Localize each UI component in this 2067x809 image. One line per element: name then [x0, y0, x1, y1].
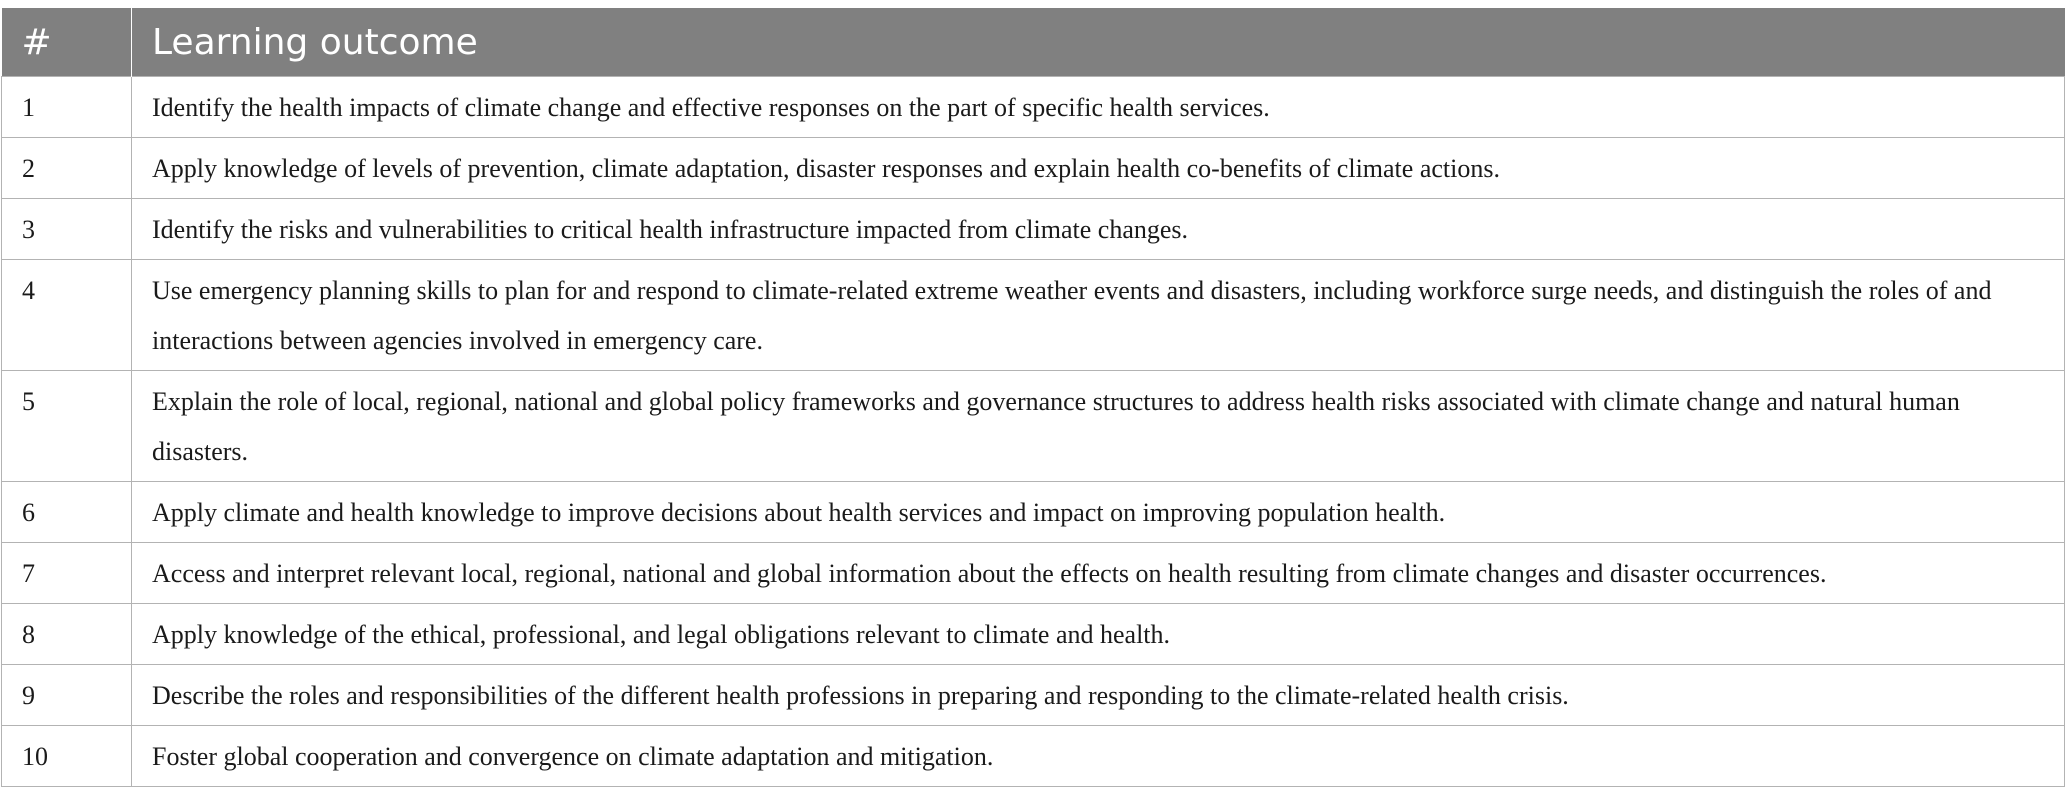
header-number: #	[2, 8, 132, 77]
learning-outcomes-table-container	[1, 8, 2065, 787]
row-number: 9	[2, 665, 132, 726]
row-outcome: Apply knowledge of the ethical, professional, and legal obligations relevant to climate and health.	[132, 604, 2065, 665]
table-row	[2, 604, 2065, 665]
header-learning-outcome: Learning outcome	[132, 8, 2065, 77]
row-number: 5	[2, 371, 132, 482]
row-number: 3	[2, 199, 132, 260]
table-row	[2, 371, 2065, 482]
row-outcome: Describe the roles and responsibilities of the different health professions in preparing and responding to the climate-related health crisis.	[132, 665, 2065, 726]
row-number: 10	[2, 726, 132, 787]
row-number: 4	[2, 260, 132, 371]
table-row	[2, 138, 2065, 199]
row-outcome: Apply climate and health knowledge to improve decisions about health services and impact on improving population health.	[132, 482, 2065, 543]
table-row	[2, 260, 2065, 371]
row-number: 8	[2, 604, 132, 665]
table-row	[2, 726, 2065, 787]
row-outcome: Apply knowledge of levels of prevention, climate adaptation, disaster responses and explain health co-benefits of climate actions.	[132, 138, 2065, 199]
row-outcome: Explain the role of local, regional, national and global policy frameworks and governance structures to address health risks associated with climate change and natural human disasters.	[132, 371, 2065, 482]
row-number: 1	[2, 77, 132, 138]
table-row	[2, 543, 2065, 604]
row-outcome: Use emergency planning skills to plan for and respond to climate-related extreme weather events and disasters, including workforce surge needs, and distinguish the roles of and interactions between agencies involved in emergency care.	[132, 260, 2065, 371]
table-row	[2, 482, 2065, 543]
row-number: 7	[2, 543, 132, 604]
row-outcome: Foster global cooperation and convergence on climate adaptation and mitigation.	[132, 726, 2065, 787]
table-row	[2, 665, 2065, 726]
table-header-row	[2, 8, 2065, 77]
row-number: 6	[2, 482, 132, 543]
row-outcome: Identify the risks and vulnerabilities to critical health infrastructure impacted from climate changes.	[132, 199, 2065, 260]
row-number: 2	[2, 138, 132, 199]
row-outcome: Identify the health impacts of climate change and effective responses on the part of specific health services.	[132, 77, 2065, 138]
table-row	[2, 77, 2065, 138]
table-row	[2, 199, 2065, 260]
learning-outcomes-table	[1, 8, 2065, 787]
row-outcome: Access and interpret relevant local, regional, national and global information about the effects on health resulting from climate changes and disaster occurrences.	[132, 543, 2065, 604]
